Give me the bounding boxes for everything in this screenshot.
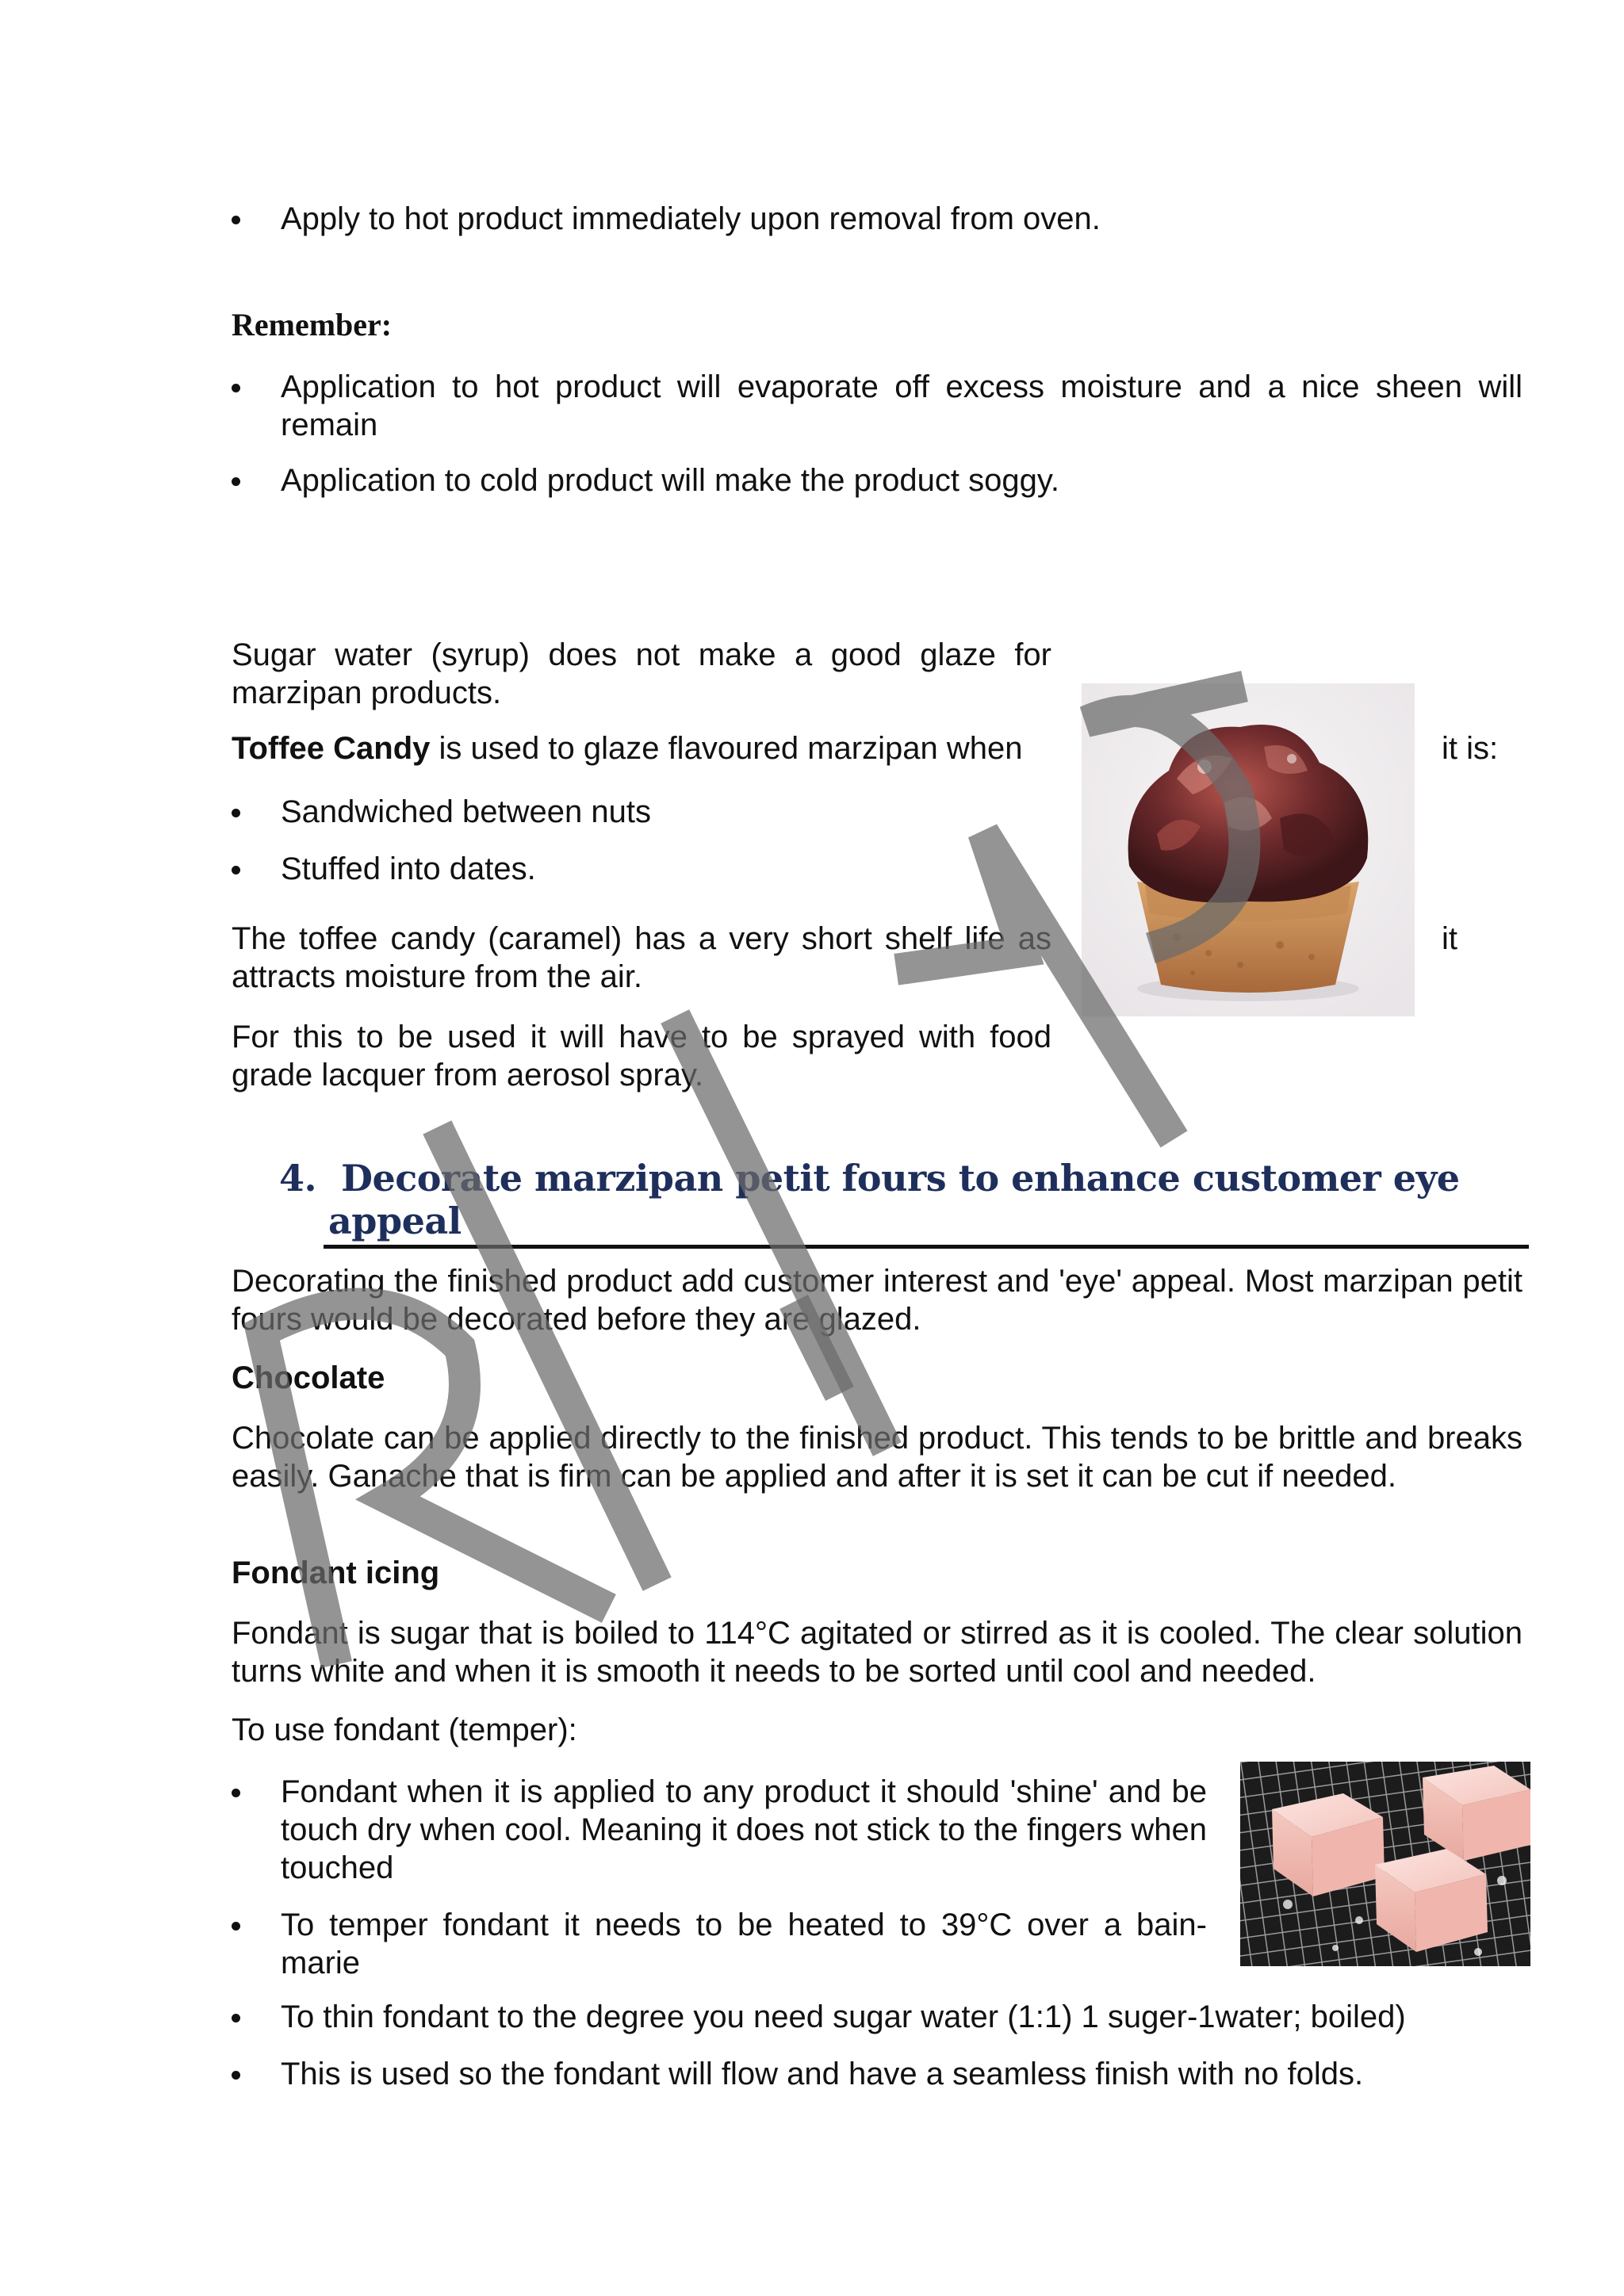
chocolate-heading: Chocolate [232,1360,385,1395]
list-item-text: Application to hot product will evaporate off excess moisture and a nice sheen will remain [281,369,1522,442]
bullet-icon [232,2071,240,2080]
lacquer-paragraph: For this to be used it will have to be sprayed with food grade lacquer from aerosol spray. [232,1020,1051,1093]
section-number: 4. [279,1157,317,1200]
list-item-text: This is used so the fondant will flow and have a seamless finish with no folds. [281,2057,1364,2091]
heading-underline [324,1245,1529,1249]
bullet-icon [232,216,240,224]
decorating-intro: Decorating the finished product add customer interest and 'eye' appeal. Most marzipan petit fours would be decorated before they are glazed. [232,1264,1522,1337]
fondant-cubes-image [1240,1762,1530,1966]
toffee-bold: Toffee Candy [232,731,431,766]
bullet-icon [232,866,240,874]
list-item-text: Sandwiched between nuts [281,794,651,829]
bullet-icon [232,2014,240,2022]
shelf-life-paragraph: The toffee candy (caramel) has a very short shelf life as [232,921,1051,956]
bullet-icon [232,384,240,392]
list-item-text: To temper fondant it needs to be heated to 39°C over a bain-marie [281,1908,1207,1980]
toffee-paragraph [232,729,1056,767]
bullet-icon [232,1922,240,1931]
bullet-icon [232,1789,240,1797]
temper-label: To use fondant (temper): [232,1712,577,1747]
section-title-line2: appeal [328,1200,462,1242]
toffee-text: is used to glaze flavoured marzipan when [430,731,1023,766]
list-item-text: Apply to hot product immediately upon removal from oven. [281,201,1101,236]
syrup-paragraph: Sugar water (syrup) does not make a good glaze for marzipan products. [232,637,1051,710]
shelf-life-continuation: attracts moisture from the air. [232,959,642,994]
list-item-text: Stuffed into dates. [281,851,536,886]
bullet-icon [232,809,240,817]
toffee-tail: it is: [1442,731,1499,766]
list-item-text: Application to cold product will make the product soggy. [281,463,1060,498]
list-item-text: To thin fondant to the degree you need sugar water (1:1) 1 suger-1water; boiled) [281,1999,1406,2034]
remember-label: Remember: [232,307,393,342]
fondant-paragraph: Fondant is sugar that is boiled to 114°C agitated or stirred as it is cooled. The clear solution turns white and when it is smooth it needs to be sorted until cool and needed. [232,1616,1522,1689]
bullet-icon [232,477,240,486]
toffee-candy-image [1082,683,1415,1016]
chocolate-paragraph: Chocolate can be applied directly to the finished product. This tends to be brittle and breaks easily. Ganache that is firm can be applied and after it is set it can be cut if needed. [232,1421,1522,1494]
section-heading [279,1156,1548,1200]
shelf-life-tail: it [1442,921,1457,956]
section-title-line1: Decorate marzipan petit fours to enhance customer eye [341,1157,1460,1200]
fondant-heading: Fondant icing [232,1556,440,1590]
list-item-text: Fondant when it is applied to any product it should 'shine' and be touch dry when cool. Meaning it does not stick to the fingers when touched [281,1774,1207,1885]
